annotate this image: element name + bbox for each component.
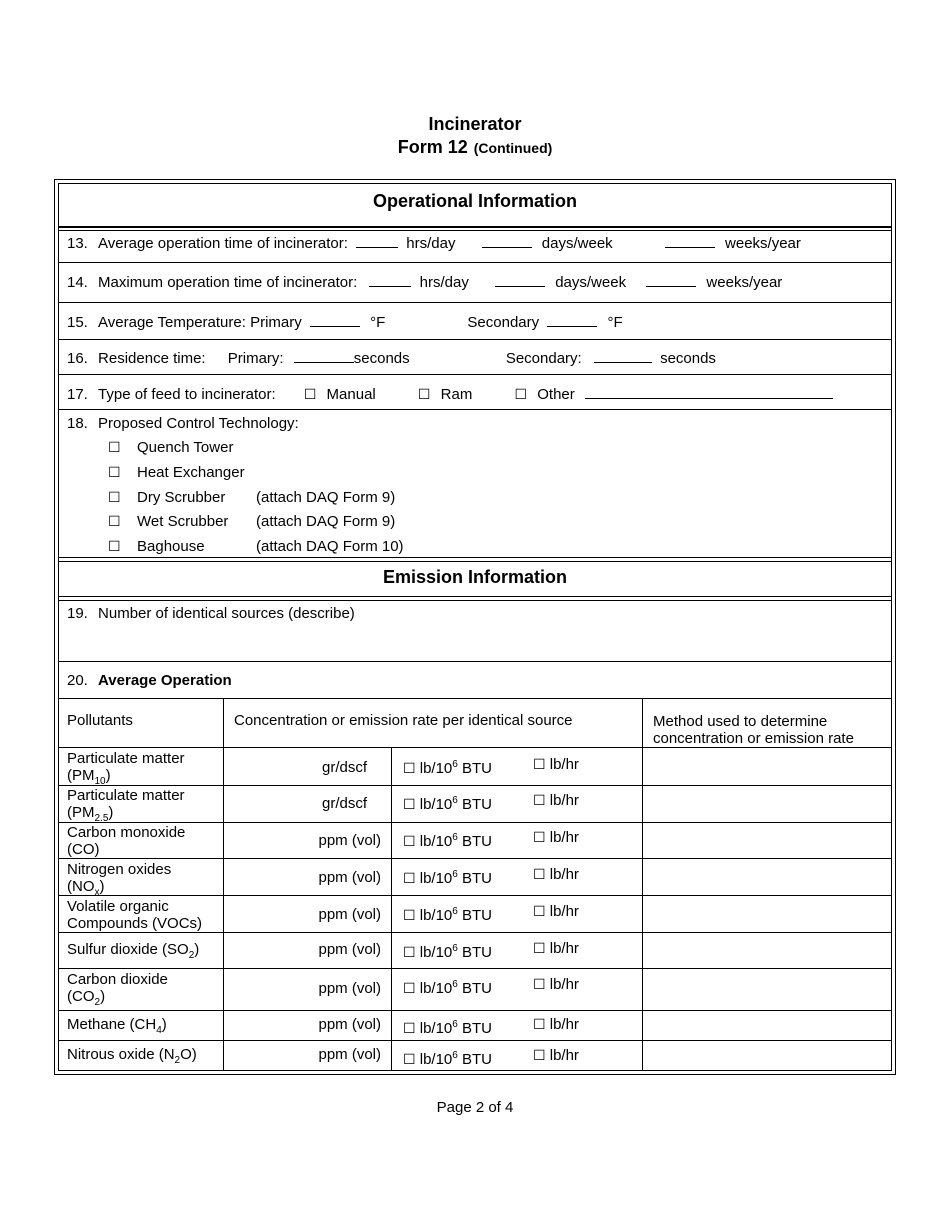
table-col-divider (223, 698, 224, 1071)
pollutant-line2: $(NO_x)$ (67, 878, 105, 898)
concentration-unit: ppm (vol) (318, 906, 381, 923)
lbhr-option: ☐ lb/hr (533, 792, 579, 809)
divider (58, 339, 892, 340)
btu-option: ☐ $lb/10^6$ BTU (403, 1019, 492, 1037)
method-header-line2: concentration or emission rate (653, 730, 854, 747)
lbhr-checkbox[interactable]: ☐ (533, 866, 546, 882)
manual-checkbox[interactable]: ☐ (303, 386, 317, 402)
table-row-divider (58, 968, 892, 969)
lbhr-option: ☐ lb/hr (533, 903, 579, 920)
q16-primary-field[interactable] (294, 350, 354, 363)
control-option-note: (attach DAQ Form 9) (256, 513, 396, 530)
pollutant-line2: (CO) (67, 841, 100, 858)
table-row-divider (58, 858, 892, 859)
q13-unit-hrs: hrs/day (406, 235, 456, 252)
btu-checkbox[interactable]: ☐ (403, 796, 416, 812)
baghouse-checkbox[interactable]: ☐ (108, 538, 121, 554)
lbhr-checkbox[interactable]: ☐ (533, 976, 546, 992)
table-col-divider (642, 698, 643, 1071)
q13-unit-weeks: weeks/year (725, 235, 801, 252)
section-emission-heading: Emission Information (382, 567, 568, 587)
pollutant-name (67, 824, 185, 858)
column-header-pollutants: Pollutants (67, 712, 133, 729)
q14-line (67, 274, 782, 291)
ram-option-label: Ram (440, 386, 473, 403)
q15-secondary-field[interactable] (547, 314, 597, 327)
control-option-label: Quench Tower (137, 439, 234, 456)
btu-option: ☐ $lb/10^6$ BTU (403, 832, 492, 850)
q15-unit-primary: °F (370, 314, 386, 331)
btu-checkbox[interactable]: ☐ (403, 760, 416, 776)
column-header-method (653, 713, 854, 747)
btu-checkbox[interactable]: ☐ (403, 980, 416, 996)
pollutant-name (67, 787, 185, 827)
btu-option: ☐ $lb/10^6$ BTU (403, 759, 492, 777)
btu-option: ☐ $lb/10^6$ BTU (403, 906, 492, 924)
wet-scrubber-checkbox[interactable]: ☐ (108, 513, 121, 529)
q15-line (67, 314, 623, 331)
q16-secondary-label: Secondary: (505, 350, 582, 367)
quench-tower-checkbox[interactable]: ☐ (108, 439, 121, 455)
pollutant-line1: Carbon dioxide (67, 971, 168, 988)
q19-number: 19. (67, 605, 88, 622)
table-row-divider (58, 747, 892, 748)
q18-label: Proposed Control Technology: (98, 415, 299, 432)
btu-option: ☐ $lb/10^6$ BTU (403, 795, 492, 813)
concentration-unit: gr/dscf (321, 795, 367, 812)
control-option-label: Heat Exchanger (137, 464, 245, 481)
control-option-label: Dry Scrubber (137, 489, 226, 506)
q15-secondary-label: Secondary (467, 314, 540, 331)
q16-number: 16. (67, 350, 88, 367)
form-label: Form 12 (397, 137, 468, 157)
control-option (108, 464, 245, 481)
column-header-concentration: Concentration or emission rate per identical source (234, 712, 573, 729)
lbhr-checkbox[interactable]: ☐ (533, 903, 546, 919)
lbhr-option: ☐ lb/hr (533, 940, 579, 957)
pollutant-name (67, 971, 168, 1011)
manual-option-label: Manual (326, 386, 376, 403)
concentration-unit: ppm (vol) (318, 1046, 381, 1063)
q14-unit-weeks: weeks/year (706, 274, 783, 291)
control-option (108, 489, 396, 506)
q16-secondary-field[interactable] (594, 350, 652, 363)
q13-days-field[interactable] (482, 235, 532, 248)
q15-label: Average Temperature: Primary (98, 314, 302, 331)
lbhr-option: ☐ lb/hr (533, 866, 579, 883)
divider (58, 600, 892, 601)
control-option-label: Wet Scrubber (137, 513, 229, 530)
concentration-unit: ppm (vol) (318, 869, 381, 886)
q14-hrs-field[interactable] (369, 274, 411, 287)
form-number (0, 137, 950, 158)
other-option-label: Other (537, 386, 575, 403)
table-row-divider (58, 1010, 892, 1011)
q14-unit-hrs: hrs/day (419, 274, 469, 291)
q13-weeks-field[interactable] (665, 235, 715, 248)
pollutant-line1: Carbon monoxide (67, 824, 186, 841)
pollutant-name: Sulfur dioxide $(SO_2)$ (67, 941, 200, 961)
lbhr-checkbox[interactable]: ☐ (533, 756, 546, 772)
pollutant-line1: Particulate matter (67, 750, 185, 767)
concentration-unit: ppm (vol) (318, 980, 381, 997)
other-checkbox[interactable]: ☐ (514, 386, 528, 402)
q14-days-field[interactable] (495, 274, 545, 287)
q19-line (67, 605, 355, 622)
lbhr-option: ☐ lb/hr (533, 1047, 579, 1064)
q16-primary-label: Primary: (227, 350, 284, 367)
q20-label: Average Operation (98, 672, 232, 689)
divider (58, 561, 892, 562)
pollutant-line2: $(PM_{10})$ (67, 767, 111, 787)
lbhr-option: ☐ lb/hr (533, 829, 579, 846)
section-operational-heading: Operational Information (372, 191, 577, 211)
pollutant-name (67, 898, 202, 932)
divider (58, 596, 892, 597)
q17-line (67, 386, 833, 403)
btu-checkbox[interactable]: ☐ (403, 833, 416, 849)
table-row-divider (58, 932, 892, 933)
table-row-divider (58, 822, 892, 823)
lbhr-checkbox[interactable]: ☐ (533, 829, 546, 845)
btu-checkbox[interactable]: ☐ (403, 944, 416, 960)
q15-number: 15. (67, 314, 88, 331)
control-option (108, 513, 396, 530)
q13-unit-days: days/week (541, 235, 613, 252)
q17-number: 17. (67, 386, 88, 403)
q20-number: 20. (67, 672, 88, 689)
q13-hrs-field[interactable] (356, 235, 398, 248)
lbhr-option: ☐ lb/hr (533, 976, 579, 993)
table-row-divider (58, 1040, 892, 1041)
dry-scrubber-checkbox[interactable]: ☐ (108, 489, 121, 505)
btu-checkbox[interactable]: ☐ (403, 1020, 416, 1036)
pollutant-name (67, 750, 185, 790)
table-row-divider (58, 785, 892, 786)
pollutant-name: Nitrous oxide $(N_2O)$ (67, 1046, 197, 1066)
q17-label: Type of feed to incinerator: (98, 386, 276, 403)
method-header-line1: Method used to determine (653, 713, 828, 730)
pollutant-line1: Particulate matter (67, 787, 185, 804)
q15-primary-field[interactable] (310, 314, 360, 327)
pollutant-line1: Volatile organic (67, 898, 169, 915)
q13-number: 13. (67, 235, 88, 252)
pollutant-line2: $(PM_{2.5})$ (67, 804, 114, 824)
btu-option: ☐ $lb/10^6$ BTU (403, 869, 492, 887)
table-col-divider (391, 747, 392, 1071)
control-option (108, 439, 234, 456)
btu-checkbox[interactable]: ☐ (403, 1051, 416, 1067)
concentration-unit: ppm (vol) (318, 1016, 381, 1033)
page-number: Page 2 of 4 (436, 1099, 514, 1116)
lbhr-checkbox[interactable]: ☐ (533, 1016, 546, 1032)
btu-option: ☐ $lb/10^6$ BTU (403, 1050, 492, 1068)
pollutant-line2: $(CO_2)$ (67, 988, 106, 1008)
q16-line (67, 350, 716, 367)
q14-unit-days: days/week (555, 274, 627, 291)
q18-line (67, 415, 299, 432)
ram-checkbox[interactable]: ☐ (417, 386, 431, 402)
concentration-unit: ppm (vol) (318, 832, 381, 849)
btu-option: ☐ $lb/10^6$ BTU (403, 979, 492, 997)
q18-number: 18. (67, 415, 88, 432)
q16-label: Residence time: (98, 350, 206, 367)
q16-unit-secondary: seconds (660, 350, 716, 367)
control-option-label: Baghouse (137, 538, 205, 555)
q14-weeks-field[interactable] (646, 274, 696, 287)
continued-label: (Continued) (473, 140, 553, 156)
lbhr-checkbox[interactable]: ☐ (533, 1047, 546, 1063)
q16-unit-primary: seconds (353, 350, 410, 367)
btu-option: ☐ $lb/10^6$ BTU (403, 943, 492, 961)
other-field[interactable] (585, 386, 833, 399)
divider (58, 262, 892, 263)
pollutant-line2: Compounds (VOCs) (67, 915, 203, 932)
concentration-unit: ppm (vol) (318, 941, 381, 958)
control-option-note: (attach DAQ Form 10) (256, 538, 404, 555)
lbhr-checkbox[interactable]: ☐ (533, 792, 546, 808)
control-option-note: (attach DAQ Form 9) (256, 489, 396, 506)
heat-exchanger-checkbox[interactable]: ☐ (108, 464, 121, 480)
divider (58, 557, 892, 558)
divider (58, 661, 892, 662)
control-option (108, 538, 404, 555)
table-row-divider (58, 895, 892, 896)
divider (58, 226, 892, 228)
q13-line (67, 235, 801, 252)
btu-checkbox[interactable]: ☐ (403, 870, 416, 886)
q14-number: 14. (67, 274, 88, 291)
pollutant-line1: Nitrogen oxides (67, 861, 172, 878)
lbhr-option: ☐ lb/hr (533, 756, 579, 773)
btu-checkbox[interactable]: ☐ (403, 907, 416, 923)
q13-label: Average operation time of incinerator: (98, 235, 348, 252)
divider (58, 302, 892, 303)
lbhr-option: ☐ lb/hr (533, 1016, 579, 1033)
q15-unit-secondary: °F (607, 314, 623, 331)
q14-label: Maximum operation time of incinerator: (98, 274, 358, 291)
q20-line (67, 672, 232, 689)
divider (58, 230, 892, 231)
concentration-unit: gr/dscf (321, 759, 367, 776)
divider (58, 409, 892, 410)
q19-label: Number of identical sources (describe) (98, 605, 355, 622)
divider (58, 374, 892, 375)
pollutant-name: Methane $(CH_4)$ (67, 1016, 167, 1036)
divider (58, 698, 892, 699)
lbhr-checkbox[interactable]: ☐ (533, 940, 546, 956)
form-title: Incinerator (428, 114, 522, 134)
